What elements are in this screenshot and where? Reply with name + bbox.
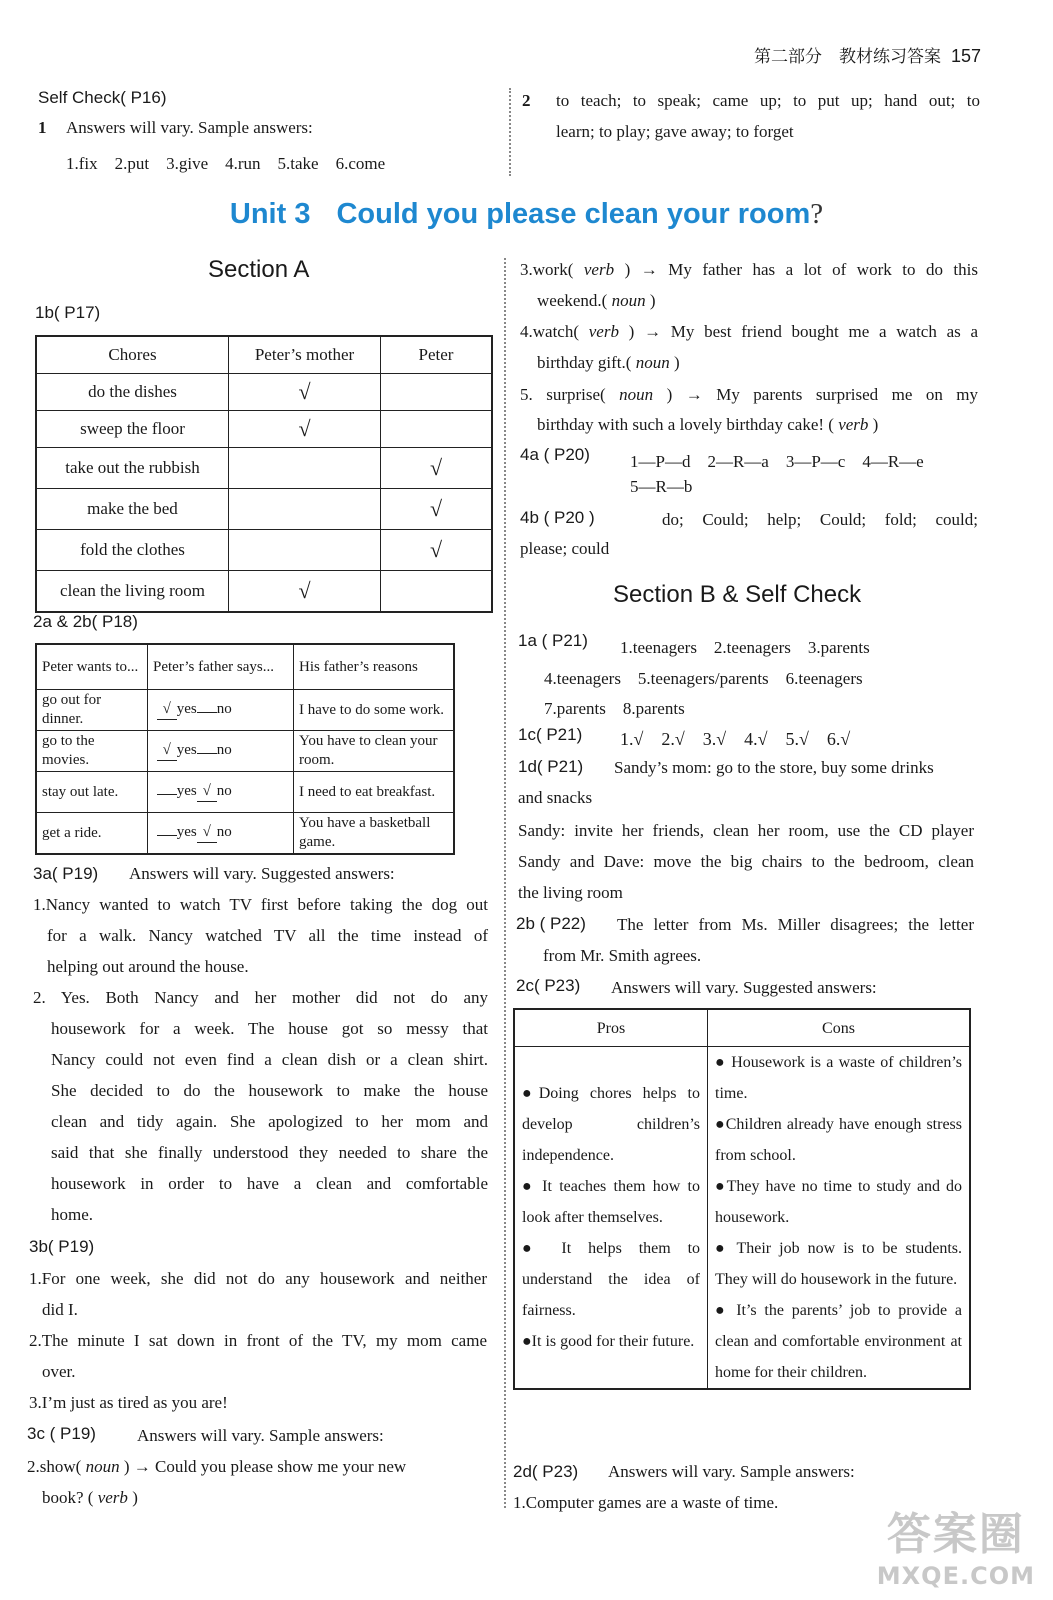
yes-blank: √ bbox=[157, 741, 177, 761]
reason-cell: You have to clean your room. bbox=[294, 731, 455, 772]
col-header-father-says: Peter’s father says... bbox=[148, 644, 294, 690]
q1a-line1: 1.teenagers 2.teenagers 3.parents bbox=[620, 638, 870, 657]
q3b-a1-line1: 1.For one week, she did not do any housework and neither bbox=[29, 1269, 487, 1288]
watermark-line2: MXQE.COM bbox=[876, 1562, 1035, 1590]
q4a-line2: 5—R—b bbox=[630, 477, 693, 496]
yes-word: yes bbox=[176, 824, 197, 840]
cons-cell bbox=[708, 1047, 971, 1390]
yes-word: yes bbox=[176, 742, 197, 758]
pro-item: ● It helps them to understand the idea of fairness. bbox=[522, 1240, 701, 1319]
q1c-label: 1c( P21) bbox=[518, 725, 583, 744]
q3a-a1-line3: helping out around the house. bbox=[47, 957, 249, 976]
con-item: ● It’s the parents’ job to provide a clean and comfortable environment at home for their children. bbox=[715, 1302, 962, 1381]
page-header bbox=[754, 42, 981, 67]
want-cell: get a ride. bbox=[36, 813, 148, 855]
q3c-a4-line1: 4.watch( verb ) → My best friend bought me a watch as a bbox=[520, 322, 978, 341]
q2b-line1: The letter from Ms. Miller disagrees; the letter bbox=[617, 915, 974, 934]
con-item: ●Children already have enough stress from school. bbox=[715, 1116, 962, 1164]
q1c-answers: 1.√ 2.√ 3.√ 4.√ 5.√ 6.√ bbox=[620, 729, 851, 749]
self-check-answers: 1.fix 2.put 3.give 4.run 5.take 6.come bbox=[66, 154, 386, 173]
q1a-line2: 4.teenagers 5.teenagers/parents 6.teenagers bbox=[544, 669, 863, 688]
table-row bbox=[36, 489, 492, 530]
q2b-label: 2b ( P22) bbox=[516, 914, 586, 933]
table-row bbox=[36, 731, 454, 772]
table-row bbox=[36, 690, 454, 731]
table-row bbox=[36, 411, 492, 448]
con-item: ● Their job now is to be students. They will do housework in the future. bbox=[715, 1240, 962, 1288]
con-item: ● Housework is a waste of children’s time. bbox=[715, 1054, 963, 1102]
chore-cell: sweep the floor bbox=[36, 411, 229, 448]
mother-check: √ bbox=[229, 411, 381, 448]
q3a-a2-line8: home. bbox=[51, 1205, 94, 1224]
pros-cons-table bbox=[513, 1008, 971, 1390]
q3c-intro: Answers will vary. Sample answers: bbox=[137, 1426, 384, 1445]
q1a-label: 1a ( P21) bbox=[518, 631, 588, 650]
self-check-heading: Self Check( P16) bbox=[38, 88, 167, 107]
q3a-a2-line5: clean and tidy again. She apologized to her mom and bbox=[51, 1112, 488, 1131]
table-row bbox=[36, 530, 492, 571]
pro-item: ●Doing chores helps to develop children’s independence. bbox=[522, 1085, 700, 1164]
header-text: 第二部分 教材练习答案 bbox=[753, 47, 941, 67]
section-a-heading: Section A bbox=[208, 256, 310, 283]
chore-cell: do the dishes bbox=[36, 374, 229, 411]
q3a-a2-line1: 2. Yes. Both Nancy and her mother did not do any bbox=[33, 988, 488, 1007]
q3a-intro: Answers will vary. Suggested answers: bbox=[129, 864, 395, 883]
q2d-intro: Answers will vary. Sample answers: bbox=[608, 1462, 855, 1481]
col-header-peter: Peter bbox=[381, 336, 493, 374]
chore-cell: fold the clothes bbox=[36, 530, 229, 571]
yes-blank bbox=[157, 835, 177, 836]
q3a-a2-line7: housework in order to have a clean and comfortable bbox=[51, 1174, 488, 1193]
q3a-a1-line1: 1.Nancy wanted to watch TV first before taking the dog out bbox=[33, 895, 488, 914]
q2c-intro: Answers will vary. Suggested answers: bbox=[611, 978, 877, 997]
q2c-label: 2c( P23) bbox=[516, 976, 581, 995]
q4b-line2: please; could bbox=[520, 539, 610, 558]
q3c-label: 3c ( P19) bbox=[27, 1424, 96, 1443]
q1d-line3: Sandy: invite her friends, clean her room, use the CD player bbox=[518, 821, 974, 840]
q3c-a3-line2: weekend.( noun ) bbox=[537, 291, 656, 310]
yes-blank: √ bbox=[157, 700, 177, 720]
watermark-line1: 答案圈 bbox=[886, 1509, 1025, 1560]
q3a-a2-line2: housework for a week. The house got so messy that bbox=[51, 1019, 488, 1038]
q1d-line4: Sandy and Dave: move the big chairs to the bedroom, clean bbox=[518, 852, 974, 871]
pros-header: Pros bbox=[514, 1009, 708, 1047]
q3c-a3-line1: 3.work( verb ) → My father has a lot of work to do this bbox=[520, 260, 978, 279]
col-header-mother: Peter’s mother bbox=[229, 336, 381, 374]
col-header-chores: Chores bbox=[36, 336, 229, 374]
peter-check bbox=[381, 571, 493, 613]
q3b-a1-line2: did I. bbox=[42, 1300, 78, 1319]
reason-cell: I have to do some work. bbox=[294, 690, 455, 731]
no-blank: √ bbox=[197, 782, 217, 802]
q2b-line2: from Mr. Smith agrees. bbox=[543, 946, 702, 965]
table-row bbox=[36, 813, 454, 855]
table-row bbox=[36, 772, 454, 813]
chore-cell: take out the rubbish bbox=[36, 448, 229, 489]
q2ab-label: 2a & 2b( P18) bbox=[33, 612, 138, 631]
q3c-a2-line1: 2.show( noun ) → Could you please show me your new bbox=[27, 1457, 407, 1476]
q1a-line3: 7.parents 8.parents bbox=[544, 699, 685, 718]
q4b-line1: do; Could; help; Could; fold; could; bbox=[662, 510, 978, 529]
watermark bbox=[877, 1498, 1035, 1590]
yes-blank bbox=[157, 794, 177, 795]
yes-no-cell bbox=[148, 772, 294, 813]
peter-check bbox=[381, 411, 493, 448]
self-check-item-number: 1 bbox=[38, 118, 47, 137]
q4b-label: 4b ( P20 ) bbox=[520, 508, 595, 527]
mother-check: √ bbox=[229, 571, 381, 613]
cons-header: Cons bbox=[708, 1009, 971, 1047]
q2d-label: 2d( P23) bbox=[513, 1462, 579, 1481]
q3a-a2-line4: She decided to do the housework to make the house bbox=[51, 1081, 488, 1100]
yes-word: yes bbox=[176, 783, 197, 799]
want-cell: go to the movies. bbox=[36, 731, 148, 772]
self-check-intro: Answers will vary. Sample answers: bbox=[66, 118, 313, 137]
q4a-line1: 1—P—d 2—R—a 3—P—c 4—R—e bbox=[630, 452, 924, 471]
peter-check: √ bbox=[381, 489, 493, 530]
q3a-label: 3a( P19) bbox=[33, 864, 99, 883]
con-item: ●They have no time to study and do housework. bbox=[715, 1178, 963, 1226]
page-number: 157 bbox=[950, 46, 981, 66]
peter-check bbox=[381, 374, 493, 411]
q3a-a1-line2: for a walk. Nancy watched TV all the time instead of bbox=[47, 926, 488, 945]
mother-check: √ bbox=[229, 374, 381, 411]
q1d-line1: Sandy’s mom: go to the store, buy some drinks bbox=[614, 758, 934, 777]
want-cell: go out for dinner. bbox=[36, 690, 148, 731]
pro-item: ● It teaches them how to look after themselves. bbox=[522, 1178, 701, 1226]
self-check-2-line2: learn; to play; gave away; to forget bbox=[556, 122, 794, 141]
reason-cell: You have a basketball game. bbox=[294, 813, 455, 855]
unit-name: Could you please clean your room bbox=[336, 198, 811, 230]
table-row bbox=[36, 374, 492, 411]
q3b-a2-line2: over. bbox=[42, 1362, 76, 1381]
pro-item: ●It is good for their future. bbox=[522, 1333, 695, 1350]
table-row bbox=[36, 571, 492, 613]
chore-cell: make the bed bbox=[36, 489, 229, 530]
no-word: no bbox=[216, 742, 232, 758]
q1b-label: 1b( P17) bbox=[35, 303, 101, 322]
self-check-2-number: 2 bbox=[522, 91, 531, 110]
q3c-a5-line1: 5. surprise( noun ) → My parents surprised me on my bbox=[520, 385, 978, 404]
chore-cell: clean the living room bbox=[36, 571, 229, 613]
column-divider bbox=[504, 258, 506, 1508]
chores-table bbox=[35, 335, 493, 613]
col-header-reasons: His father’s reasons bbox=[294, 644, 455, 690]
unit-title bbox=[0, 198, 1053, 231]
no-blank bbox=[197, 753, 217, 754]
unit-number: Unit 3 bbox=[229, 198, 311, 230]
q1d-line2: and snacks bbox=[518, 788, 593, 807]
table-row bbox=[36, 448, 492, 489]
yes-no-cell bbox=[148, 731, 294, 772]
q3b-label: 3b( P19) bbox=[29, 1237, 95, 1256]
peter-check: √ bbox=[381, 530, 493, 571]
section-b-heading: Section B & Self Check bbox=[613, 581, 862, 608]
self-check-2-line1: to teach; to speak; came up; to put up; hand out; to bbox=[556, 91, 980, 110]
q3c-a4-line2: birthday gift.( noun ) bbox=[537, 353, 680, 372]
q3a-a2-line3: Nancy could not even find a clean dish or a clean shirt. bbox=[51, 1050, 488, 1069]
q1d-label: 1d( P21) bbox=[518, 757, 584, 776]
q2d-a1: 1.Computer games are a waste of time. bbox=[513, 1493, 779, 1512]
no-word: no bbox=[216, 701, 232, 717]
column-divider-top bbox=[509, 88, 511, 176]
q3c-a2-line2: book? ( verb ) bbox=[42, 1488, 138, 1507]
q3c-a5-line2: birthday with such a lovely birthday cake! ( verb ) bbox=[537, 415, 879, 434]
q3b-a2-line1: 2.The minute I sat down in front of the TV, my mom came bbox=[29, 1331, 487, 1350]
no-blank bbox=[197, 712, 217, 713]
col-header-wants: Peter wants to... bbox=[36, 644, 148, 690]
peter-check: √ bbox=[381, 448, 493, 489]
q4a-label: 4a ( P20) bbox=[520, 445, 590, 464]
mother-check bbox=[229, 448, 381, 489]
q3a-a2-line6: said that she finally understood they needed to share the bbox=[51, 1143, 488, 1162]
unit-question-mark: ? bbox=[810, 198, 824, 230]
yes-no-cell bbox=[148, 690, 294, 731]
reason-cell: I need to eat breakfast. bbox=[294, 772, 455, 813]
want-cell: stay out late. bbox=[36, 772, 148, 813]
yes-word: yes bbox=[176, 701, 197, 717]
q3b-a3: 3.I’m just as tired as you are! bbox=[29, 1393, 228, 1412]
mother-check bbox=[229, 530, 381, 571]
no-blank: √ bbox=[197, 823, 217, 843]
mother-check bbox=[229, 489, 381, 530]
no-word: no bbox=[216, 824, 232, 840]
q1d-line5: the living room bbox=[518, 883, 623, 902]
peter-wants-table bbox=[35, 643, 455, 855]
no-word: no bbox=[216, 783, 232, 799]
yes-no-cell bbox=[148, 813, 294, 855]
pros-cell bbox=[514, 1047, 708, 1390]
